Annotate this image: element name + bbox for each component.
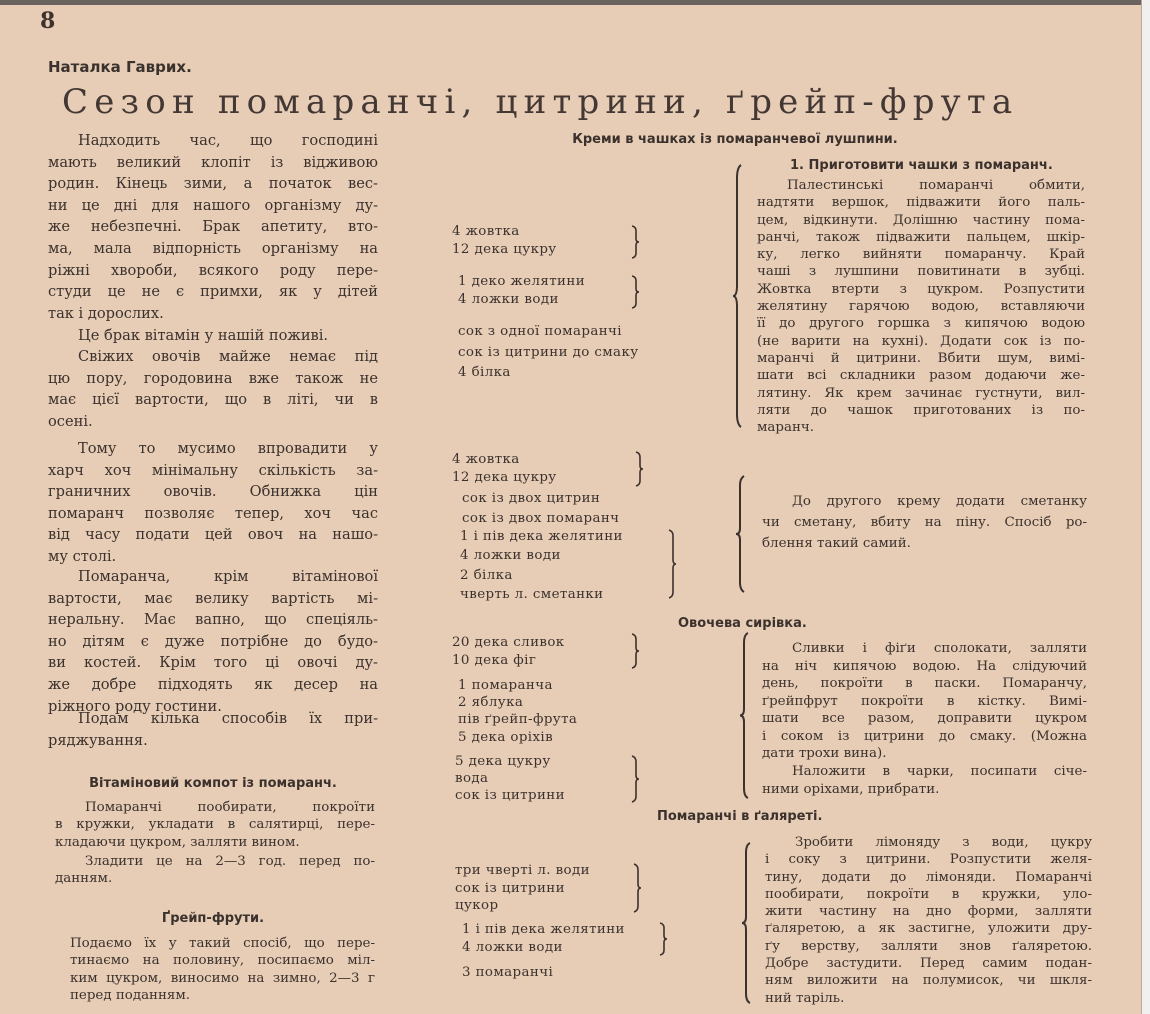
- text-line: сок із двох помаранч: [462, 510, 620, 526]
- text-line: 5 дека оріхів: [458, 729, 554, 745]
- text-line: маранчі й цитрини. Вбити шум, вимі-: [757, 350, 1085, 366]
- text-line: чаші з лушпини повитинати в зубці.: [757, 264, 1085, 280]
- text-line: Жовтка втерти з цукром. Розпустити: [757, 281, 1085, 297]
- text-line: так і дорослих.: [48, 304, 164, 322]
- import-paragraph: [48, 438, 378, 568]
- text-line: і соком із цитрини до смаку. (Можна: [762, 728, 1087, 744]
- text-line: 2 яблука: [458, 695, 524, 711]
- recipe-instructions: [757, 177, 1085, 436]
- text-line: блення такий самий.: [762, 536, 911, 551]
- text-line: чверть л. сметанки: [460, 586, 604, 602]
- text-line: ранчі, також підважити пальцем, шкір-: [757, 229, 1085, 245]
- text-line: 3 помаранчі: [462, 965, 554, 980]
- text-line: желятину гарячою водою, вставляючи: [757, 299, 1085, 315]
- text-line: 2 білка: [460, 568, 513, 583]
- text-line: студи це не є примхи, як у дітей: [48, 283, 378, 301]
- ingredient-list: [460, 528, 623, 565]
- text-line: ними оріхами, прибрати.: [762, 781, 940, 797]
- methods-paragraph: [48, 708, 378, 751]
- text-line: маранч.: [757, 420, 814, 436]
- step-heading: 1. Приготовити чашки з помаранч.: [790, 158, 1053, 173]
- ingredient-list: [455, 753, 565, 805]
- text-line: 5 дека цукру: [455, 754, 551, 769]
- text-line: ви костей. Крім того ці овочі ду-: [48, 654, 378, 672]
- ingredient-list: [458, 677, 577, 746]
- text-line: день, покроїти в паски. Помаранчу,: [762, 676, 1087, 691]
- text-line: му столі.: [48, 547, 117, 565]
- fruit-salad-heading: Овочева сирівка.: [678, 616, 807, 631]
- text-line: цю пору, городовина вже також не: [48, 369, 378, 387]
- ingredient-list: [462, 921, 625, 956]
- text-line: Палестинські помаранчі обмити,: [787, 178, 1085, 193]
- text-line: сок з одної помаранчі: [458, 324, 622, 339]
- text-line: 20 дека сливок: [452, 635, 565, 650]
- text-line: 4 ложки води: [462, 939, 563, 955]
- ingredient-list: [452, 451, 557, 487]
- text-line: До другого крему додати сметанку: [792, 494, 1087, 509]
- text-line: помаранч позволяє тепер, хоч час: [48, 504, 378, 522]
- bracket-icon: [740, 843, 752, 1003]
- text-line: ґаляретою, а як застигне, уложити дру-: [765, 921, 1092, 937]
- recipe-instructions: [762, 640, 1087, 763]
- recipe-instructions: [762, 491, 1087, 554]
- text-line: харч хоч мінімальну скількість за-: [48, 461, 378, 479]
- text-line: Добре застудити. Перед самим подан-: [765, 956, 1092, 972]
- text-line: пів ґрейп-фрута: [458, 712, 578, 728]
- text-line: чи сметану, вбиту на піну. Спосіб ро-: [762, 515, 1087, 530]
- text-line: Свіжих овочів майже немає під: [78, 348, 378, 365]
- text-line: лятину. Як крем зачинає густнути, вил-: [757, 385, 1085, 401]
- ingredient-list: [452, 223, 557, 258]
- text-line: 1 і пів дека желятини: [460, 529, 623, 544]
- brace-icon: [634, 452, 644, 486]
- text-line: ний таріль.: [765, 990, 845, 1006]
- text-line: Помаранчі пообирати, покроїти: [85, 800, 375, 815]
- bracket-icon: [731, 165, 743, 427]
- text-line: Надходить час, що господині: [78, 132, 378, 149]
- text-line: 4 жовтка: [452, 452, 520, 467]
- text-line: три чверті л. води: [455, 863, 590, 878]
- text-line: 1 і пів дека желятини: [462, 922, 625, 937]
- text-line: (не варити на кухні). Додати сок із по-: [757, 333, 1085, 349]
- text-line: Зладити це на 2—3 год. перед по-: [85, 854, 375, 869]
- text-line: ким цукром, виносимо на зимно, 2—3 г: [70, 970, 375, 986]
- text-line: но дітям є дуже потрібне до будо-: [48, 632, 378, 650]
- scan-top-edge: [0, 0, 1150, 5]
- ingredient-list: [458, 273, 585, 308]
- scan-right-edge: [1141, 0, 1150, 1014]
- text-line: ни це дні для нашого організму ду-: [48, 196, 378, 214]
- text-line: 1 помаранча: [458, 678, 553, 693]
- text-line: Подаємо їх у такий спосіб, що пере-: [70, 936, 375, 951]
- recipe-instructions: [762, 763, 1087, 798]
- text-line: цукор: [455, 898, 499, 913]
- text-line: ґрейпфрут покроїти в кістку. Вимі-: [762, 693, 1087, 709]
- text-line: данням.: [55, 871, 113, 887]
- text-line: має цієї вартости, що в літі, чи в: [48, 391, 378, 409]
- recipe-instructions: [765, 834, 1092, 1007]
- text-line: жити частину на дно форми, залляти: [765, 904, 1092, 920]
- text-line: в кружки, укладати в салятирці, пере-: [55, 817, 375, 833]
- text-line: сок із цитрини: [455, 880, 565, 896]
- grapefruit-paragraph: [70, 935, 375, 1004]
- text-line: 12 дека цукру: [452, 241, 557, 257]
- text-line: Помаранча, крім вітамінової: [78, 568, 378, 585]
- vitamin-paragraph: [48, 325, 378, 347]
- text-line: ма, мала відпорність організму на: [48, 239, 378, 257]
- brace-icon: [630, 634, 640, 668]
- text-line: же добре підходять як десер на: [48, 675, 378, 693]
- text-line: ням виложити на полумисок, чи шкля-: [765, 973, 1092, 989]
- text-line: дати трохи вина).: [762, 746, 887, 761]
- text-line: шати все разом, доправити цукром: [762, 711, 1087, 726]
- text-line: 4 жовтка: [452, 224, 520, 239]
- text-line: ріжні хвороби, всякого роду пере-: [48, 261, 378, 279]
- text-line: сок із двох цитрин: [462, 491, 601, 506]
- text-line: перед поданням.: [70, 987, 191, 1003]
- vegetables-paragraph: [48, 346, 378, 432]
- text-line: мають великий клопіт із відживою: [48, 153, 378, 171]
- text-line: неральну. Має вапно, що спеціяль-: [48, 611, 378, 629]
- text-line: шати всі складники разом додаючи же-: [757, 368, 1085, 384]
- brace-icon: [630, 756, 640, 802]
- ingredient-list: [452, 634, 565, 670]
- text-line: Зробити лімоняду з води, цукру: [795, 835, 1092, 850]
- text-line: від часу подати цей овоч на нашо-: [48, 526, 378, 544]
- text-line: на ніч кипячою водою. На слідуючий: [762, 658, 1087, 674]
- ingredient-list: [458, 322, 639, 384]
- text-line: 4 ложки води: [460, 547, 561, 563]
- article-title: Сезон помаранчі, цитрини, ґрейп-фрута: [62, 82, 1019, 122]
- text-line: родин. Кінець зими, а початок вес-: [48, 175, 378, 193]
- text-line: її до другого горшка з кипячою водою: [757, 316, 1085, 332]
- text-line: кладаючи цукром, залляти вином.: [55, 834, 300, 850]
- text-line: же небезпечні. Брак апетиту, вто-: [48, 218, 378, 236]
- text-line: ріжного роду гостини.: [48, 697, 222, 715]
- text-line: 1 деко желятини: [458, 274, 586, 289]
- text-line: надтяти вершок, підважити його паль-: [757, 195, 1085, 211]
- grapefruit-heading: Ґрейп-фрути.: [161, 911, 265, 926]
- text-line: сок із цитрини: [455, 788, 565, 804]
- page-number: 8: [40, 8, 56, 34]
- text-line: ку, легко вийняти помаранчу. Край: [757, 247, 1085, 263]
- text-line: Наложити в чарки, посипати січе-: [792, 764, 1087, 779]
- text-line: тинаємо на половину, посипаємо міл-: [70, 953, 375, 969]
- brace-icon: [667, 530, 677, 598]
- ingredient-list: [462, 964, 553, 982]
- text-line: і соку з цитрини. Розпустити желя-: [765, 852, 1092, 868]
- creams-heading: Креми в чашках із помаранчевої лушпини.: [572, 132, 898, 147]
- brace-icon: [658, 923, 668, 955]
- text-line: граничних овочів. Обнижка цін: [48, 483, 378, 501]
- text-line: 10 дека фіг: [452, 653, 537, 668]
- brace-icon: [630, 226, 640, 258]
- text-line: ляти до чашок приготованих із по-: [757, 402, 1085, 418]
- ingredient-list: [455, 862, 590, 915]
- orange-value-paragraph: [48, 566, 378, 717]
- brace-icon: [632, 864, 642, 912]
- text-line: осені.: [48, 412, 93, 430]
- intro-paragraph: [48, 130, 378, 324]
- bracket-icon: [738, 633, 750, 798]
- text-line: Тому то мусимо впровадити у: [78, 440, 378, 457]
- text-line: пообирати, покроїти в кружки, уло-: [765, 886, 1092, 902]
- jelly-heading: Помаранчі в ґаляреті.: [657, 809, 823, 824]
- bracket-icon: [734, 476, 746, 592]
- text-line: Подам кілька способів їх при-: [78, 710, 378, 727]
- text-line: вода: [455, 771, 489, 787]
- text-line: цем, відкинути. Долішню частину пома-: [757, 212, 1085, 228]
- text-line: сок із цитрини до смаку: [458, 344, 639, 360]
- author-name: Наталка Гаврих.: [48, 58, 192, 76]
- text-line: 12 дека цукру: [452, 470, 557, 485]
- compot-paragraph: [55, 799, 375, 851]
- ingredient-list: [460, 567, 604, 604]
- compot-heading: Вітаміновий компот із помаранч.: [89, 776, 337, 791]
- text-line: ґу верству, залляти знов ґаляретою.: [765, 938, 1092, 954]
- text-line: Сливки і фіґи сполокати, залляти: [792, 641, 1087, 656]
- text-line: 4 білка: [458, 365, 511, 380]
- brace-icon: [630, 276, 640, 308]
- text-line: ряджування.: [48, 731, 148, 749]
- compot-paragraph: [55, 853, 375, 888]
- text-line: 4 ложки води: [458, 291, 559, 307]
- ingredient-list: [462, 489, 619, 528]
- text-line: тину, додати до лімоняди. Помаранчі: [765, 869, 1092, 885]
- text-line: Це брак вітамін у нашій поживі.: [78, 327, 329, 344]
- text-line: вартости, має велику вартість мі-: [48, 589, 378, 607]
